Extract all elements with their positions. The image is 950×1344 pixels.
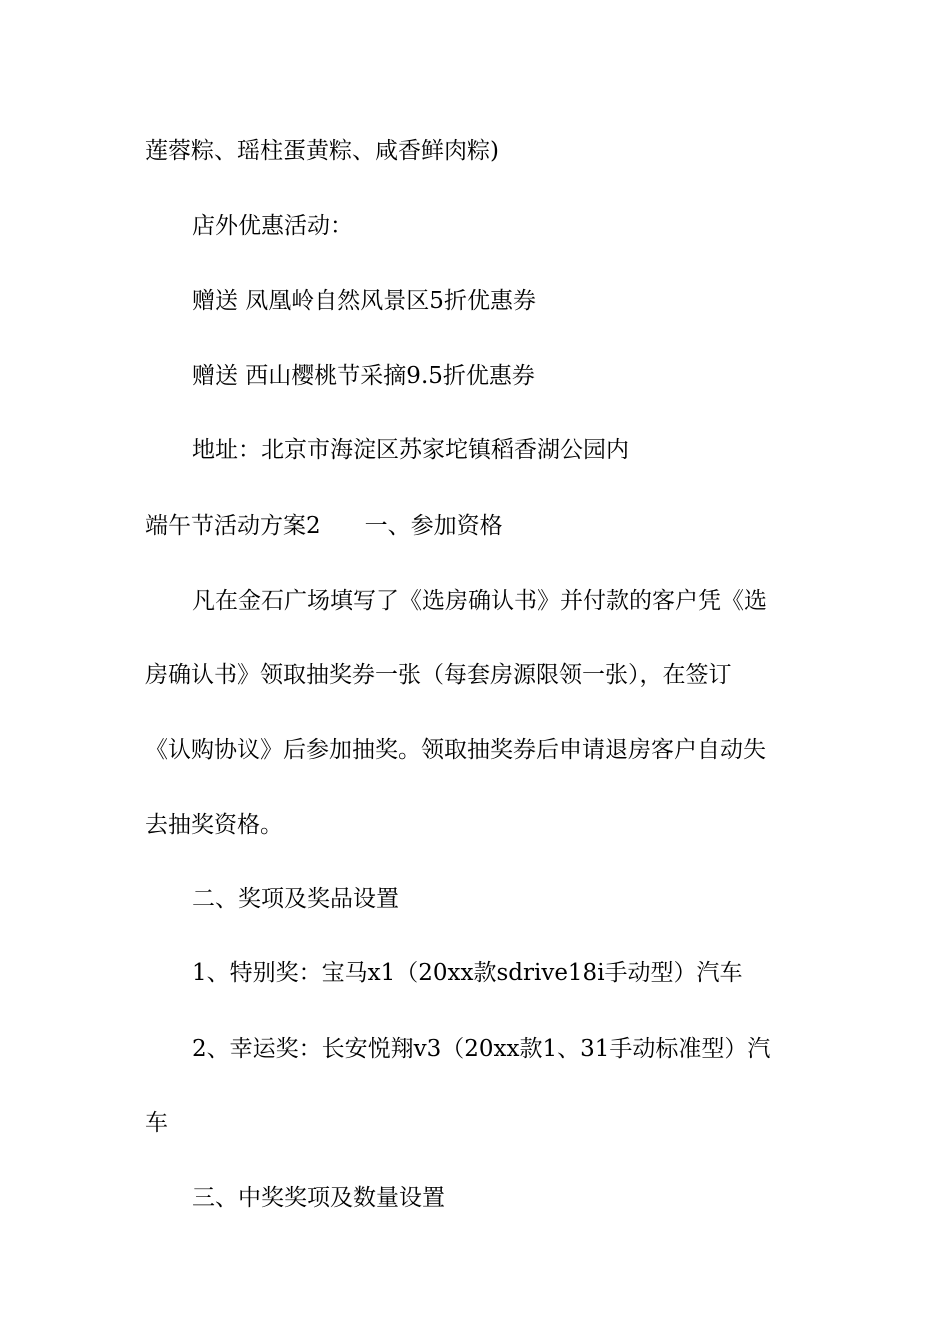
subsection-heading: 二、奖项及奖品设置	[192, 886, 399, 912]
section-heading-line	[145, 511, 810, 541]
paragraph-line: 《认购协议》后参加抽奖。领取抽奖券后申请退房客户自动失	[145, 737, 766, 763]
subsection-heading: 三、中奖奖项及数量设置	[192, 1185, 445, 1211]
list-item: 1、特别奖：宝马x1（20xx款sdrive18i手动型）汽车	[192, 960, 743, 986]
paragraph-line: 凡在金石广场填写了《选房确认书》并付款的客户凭《选	[192, 588, 767, 614]
paragraph-line: 莲蓉粽、瑶柱蛋黄粽、咸香鲜肉粽)	[145, 138, 499, 164]
list-item: 2、幸运奖：长安悦翔v3（20xx款1、31手动标准型）汽	[192, 1036, 771, 1062]
paragraph-line: 地址：北京市海淀区苏家坨镇稻香湖公园内	[192, 437, 629, 463]
paragraph-line: 店外优惠活动：	[192, 213, 353, 239]
paragraph-line: 去抽奖资格。	[145, 812, 283, 838]
subsection-heading: 一、参加资格	[364, 513, 503, 539]
section-title: 端午节活动方案2	[145, 513, 321, 539]
paragraph-line: 车	[145, 1110, 168, 1136]
paragraph-line: 赠送 西山樱桃节采摘9.5折优惠券	[192, 363, 535, 389]
paragraph-line: 赠送 凤凰岭自然风景区5折优惠券	[192, 288, 536, 314]
paragraph-line: 房确认书》领取抽奖券一张（每套房源限领一张），在签订	[145, 662, 732, 688]
